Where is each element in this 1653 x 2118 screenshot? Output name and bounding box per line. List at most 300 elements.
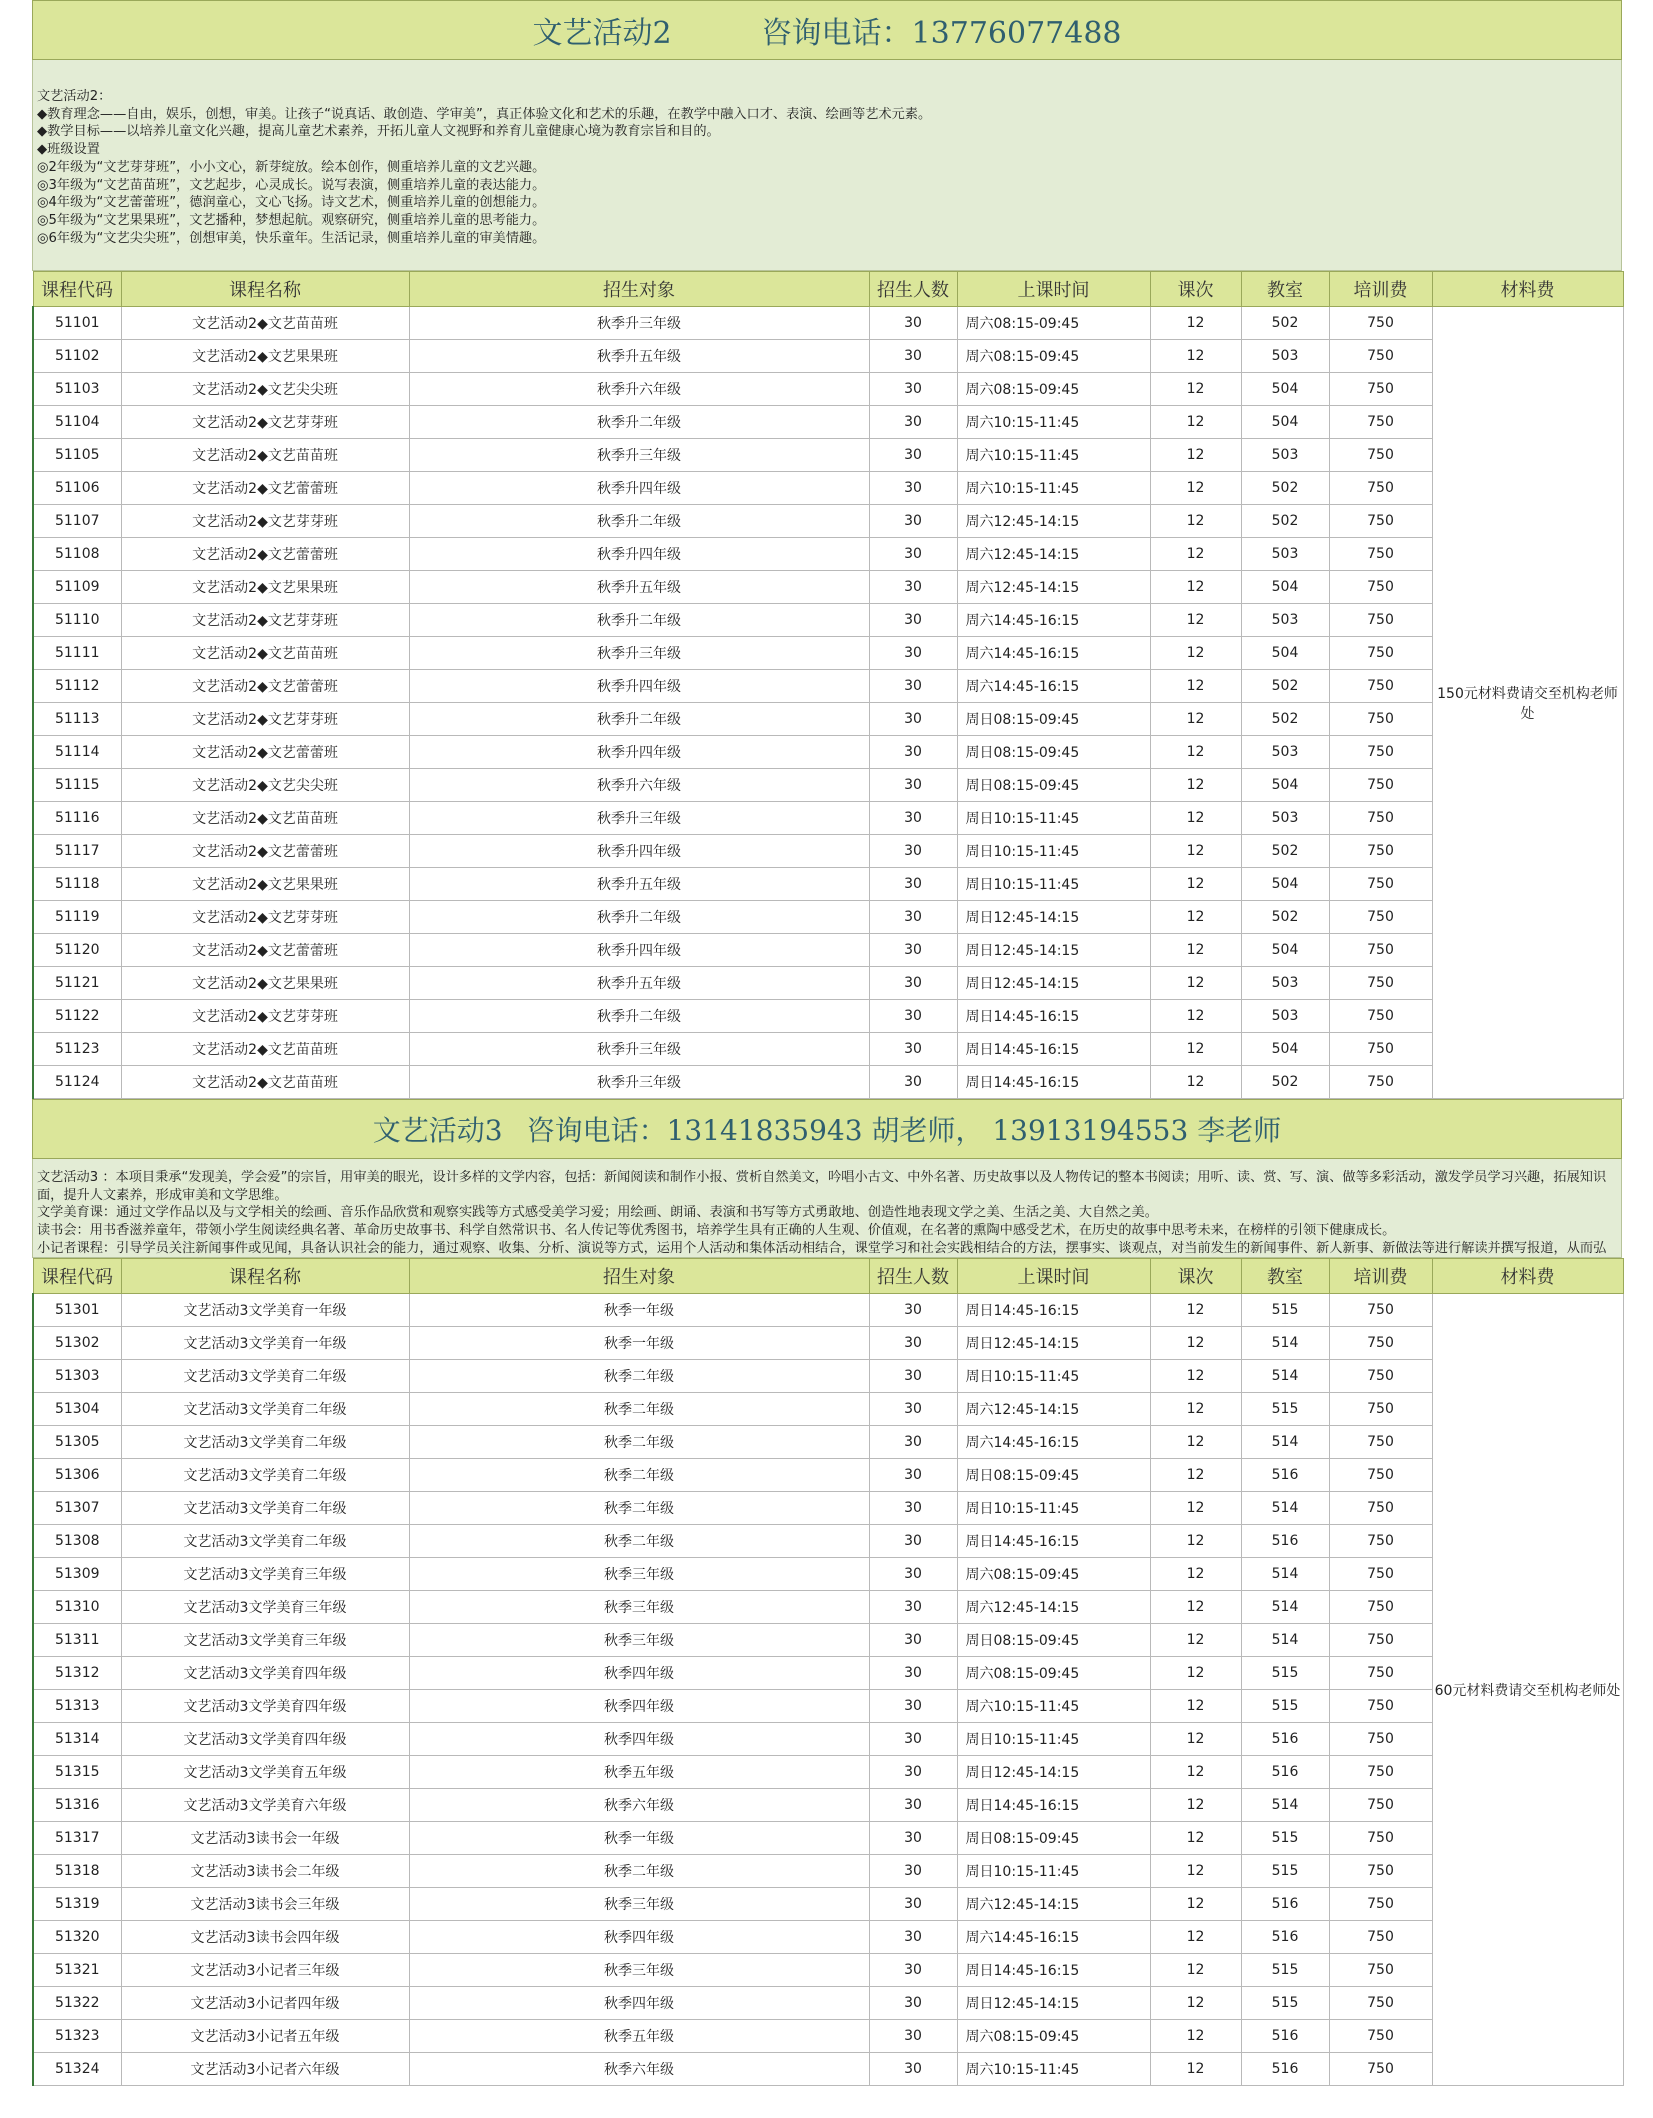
description-line: ◎6年级为“文艺尖尖班”，创想审美，快乐童年。生活记录，侧重培养儿童的审美情趣。 bbox=[37, 230, 546, 246]
description-line: 文学美育课：通过文学作品以及与文学相关的绘画、音乐作品欣赏和观察实践等方式感受美学习爱；用绘画、朗诵、表演和书写等方式勇敢地、创造性地表现文学之美、生活之美、大自然之美。 bbox=[37, 1205, 1158, 1221]
table-cell: 周六12:45-14:15 bbox=[957, 571, 1150, 604]
table-cell: 文艺活动2◆文艺果果班 bbox=[121, 340, 409, 373]
table-cell: 30 bbox=[869, 1426, 957, 1459]
table-cell: 30 bbox=[869, 1327, 957, 1360]
table-cell: 周日08:15-09:45 bbox=[957, 1624, 1150, 1657]
table-cell: 51307 bbox=[33, 1492, 121, 1525]
table-cell: 周六10:15-11:45 bbox=[957, 472, 1150, 505]
table-cell: 文艺活动3小记者六年级 bbox=[121, 2053, 409, 2086]
table-cell: 秋季升六年级 bbox=[409, 769, 869, 802]
table-cell: 515 bbox=[1241, 1855, 1329, 1888]
table-cell: 文艺活动2◆文艺苗苗班 bbox=[121, 1033, 409, 1066]
table-cell: 30 bbox=[869, 1888, 957, 1921]
table-cell: 516 bbox=[1241, 1888, 1329, 1921]
table-cell: 文艺活动3文学美育二年级 bbox=[121, 1525, 409, 1558]
table-cell: 文艺活动2◆文艺果果班 bbox=[121, 571, 409, 604]
description-line: ◎3年级为“文艺苗苗班”，文艺起步，心灵成长。说写表演，侧重培养儿童的表达能力。 bbox=[37, 177, 546, 193]
table-cell: 文艺活动3文学美育六年级 bbox=[121, 1789, 409, 1822]
table-cell: 750 bbox=[1329, 604, 1432, 637]
table-cell: 12 bbox=[1150, 1855, 1241, 1888]
table-cell: 秋季四年级 bbox=[409, 1987, 869, 2020]
table-cell: 30 bbox=[869, 637, 957, 670]
table-cell: 51301 bbox=[33, 1294, 121, 1327]
table-cell: 51322 bbox=[33, 1987, 121, 2020]
table-cell: 文艺活动3文学美育二年级 bbox=[121, 1360, 409, 1393]
table-cell: 周日12:45-14:15 bbox=[957, 901, 1150, 934]
table-row bbox=[33, 1954, 1623, 1987]
table-cell: 30 bbox=[869, 1657, 957, 1690]
table-cell: 秋季升四年级 bbox=[409, 835, 869, 868]
table-cell: 周日08:15-09:45 bbox=[957, 703, 1150, 736]
table-row bbox=[33, 571, 1623, 604]
table-cell: 12 bbox=[1150, 1921, 1241, 1954]
table-cell: 30 bbox=[869, 1690, 957, 1723]
table-cell: 12 bbox=[1150, 670, 1241, 703]
column-header: 招生对象 bbox=[409, 272, 869, 307]
table-cell: 周日10:15-11:45 bbox=[957, 1492, 1150, 1525]
table-cell: 51302 bbox=[33, 1327, 121, 1360]
table-cell: 秋季升二年级 bbox=[409, 703, 869, 736]
section-contact: 咨询电话：13776077488 bbox=[761, 16, 1122, 51]
table-row bbox=[33, 1426, 1623, 1459]
table-cell: 12 bbox=[1150, 1393, 1241, 1426]
table-cell: 503 bbox=[1241, 1000, 1329, 1033]
table-cell: 周日08:15-09:45 bbox=[957, 769, 1150, 802]
table-cell: 515 bbox=[1241, 1690, 1329, 1723]
table-cell: 周日10:15-11:45 bbox=[957, 835, 1150, 868]
table-cell: 30 bbox=[869, 1000, 957, 1033]
table-cell: 秋季升三年级 bbox=[409, 637, 869, 670]
table-cell: 秋季四年级 bbox=[409, 1657, 869, 1690]
table-cell: 51316 bbox=[33, 1789, 121, 1822]
table-cell: 514 bbox=[1241, 1492, 1329, 1525]
table-cell: 秋季二年级 bbox=[409, 1492, 869, 1525]
table-cell: 30 bbox=[869, 472, 957, 505]
table-cell: 30 bbox=[869, 604, 957, 637]
table-cell: 秋季二年级 bbox=[409, 1426, 869, 1459]
table-cell: 30 bbox=[869, 901, 957, 934]
table-row bbox=[33, 406, 1623, 439]
column-header: 招生人数 bbox=[869, 272, 957, 307]
table-cell: 秋季三年级 bbox=[409, 1888, 869, 1921]
table-cell: 12 bbox=[1150, 1066, 1241, 1099]
table-cell: 750 bbox=[1329, 1558, 1432, 1591]
table-cell: 文艺活动3文学美育二年级 bbox=[121, 1492, 409, 1525]
table-cell: 文艺活动3小记者五年级 bbox=[121, 2020, 409, 2053]
table-cell: 12 bbox=[1150, 1426, 1241, 1459]
table-cell: 秋季一年级 bbox=[409, 1822, 869, 1855]
table-cell: 秋季二年级 bbox=[409, 1360, 869, 1393]
table-cell: 周日12:45-14:15 bbox=[957, 1987, 1150, 2020]
table-cell: 514 bbox=[1241, 1558, 1329, 1591]
table-cell: 750 bbox=[1329, 1723, 1432, 1756]
table-cell: 文艺活动2◆文艺芽芽班 bbox=[121, 604, 409, 637]
table-cell: 504 bbox=[1241, 769, 1329, 802]
table-cell: 秋季升三年级 bbox=[409, 1066, 869, 1099]
section-title: 文艺活动3 bbox=[372, 1114, 503, 1147]
table-row bbox=[33, 2020, 1623, 2053]
table-cell: 750 bbox=[1329, 736, 1432, 769]
table-cell: 秋季一年级 bbox=[409, 1294, 869, 1327]
table-cell: 12 bbox=[1150, 1888, 1241, 1921]
table-cell: 12 bbox=[1150, 967, 1241, 1000]
column-header: 上课时间 bbox=[957, 272, 1150, 307]
table-cell: 文艺活动3文学美育一年级 bbox=[121, 1294, 409, 1327]
table-cell: 30 bbox=[869, 1459, 957, 1492]
table-cell: 秋季升四年级 bbox=[409, 670, 869, 703]
table-cell: 周日14:45-16:15 bbox=[957, 1000, 1150, 1033]
table-cell: 周六08:15-09:45 bbox=[957, 2020, 1150, 2053]
table-row bbox=[33, 1327, 1623, 1360]
table-cell: 51303 bbox=[33, 1360, 121, 1393]
table-cell: 秋季五年级 bbox=[409, 2020, 869, 2053]
table-cell: 515 bbox=[1241, 1987, 1329, 2020]
table-cell: 30 bbox=[869, 538, 957, 571]
table-row bbox=[33, 307, 1623, 340]
table-cell: 750 bbox=[1329, 2020, 1432, 2053]
description-line: 文艺活动2： bbox=[37, 89, 112, 104]
table-row bbox=[33, 604, 1623, 637]
table-cell: 文艺活动2◆文艺芽芽班 bbox=[121, 406, 409, 439]
column-header: 课次 bbox=[1150, 272, 1241, 307]
table-cell: 502 bbox=[1241, 703, 1329, 736]
table-cell: 51304 bbox=[33, 1393, 121, 1426]
table-cell: 12 bbox=[1150, 2053, 1241, 2086]
table-cell: 文艺活动2◆文艺芽芽班 bbox=[121, 703, 409, 736]
table-cell: 秋季二年级 bbox=[409, 1855, 869, 1888]
table-cell: 秋季六年级 bbox=[409, 1789, 869, 1822]
table-cell: 30 bbox=[869, 2020, 957, 2053]
table-cell: 750 bbox=[1329, 1855, 1432, 1888]
table-cell: 文艺活动3文学美育二年级 bbox=[121, 1393, 409, 1426]
table-cell: 750 bbox=[1329, 901, 1432, 934]
table-cell: 秋季升二年级 bbox=[409, 406, 869, 439]
table-cell: 502 bbox=[1241, 1066, 1329, 1099]
table-cell: 750 bbox=[1329, 340, 1432, 373]
table-cell: 51306 bbox=[33, 1459, 121, 1492]
table-cell: 750 bbox=[1329, 2053, 1432, 2086]
table-cell: 51104 bbox=[33, 406, 121, 439]
table-cell: 文艺活动2◆文艺芽芽班 bbox=[121, 1000, 409, 1033]
table-cell: 周日08:15-09:45 bbox=[957, 1459, 1150, 1492]
table-cell: 514 bbox=[1241, 1327, 1329, 1360]
table-cell: 文艺活动2◆文艺果果班 bbox=[121, 868, 409, 901]
table-cell: 51311 bbox=[33, 1624, 121, 1657]
table-cell: 文艺活动2◆文艺蕾蕾班 bbox=[121, 472, 409, 505]
section-title-band bbox=[32, 0, 1622, 60]
table-cell: 504 bbox=[1241, 934, 1329, 967]
table-cell: 51115 bbox=[33, 769, 121, 802]
table-cell: 文艺活动3读书会一年级 bbox=[121, 1822, 409, 1855]
table-cell: 750 bbox=[1329, 1789, 1432, 1822]
table-cell: 文艺活动2◆文艺果果班 bbox=[121, 967, 409, 1000]
table-cell: 750 bbox=[1329, 637, 1432, 670]
table-cell: 文艺活动3文学美育三年级 bbox=[121, 1624, 409, 1657]
table-cell: 12 bbox=[1150, 571, 1241, 604]
column-header: 上课时间 bbox=[957, 1259, 1150, 1294]
table-cell: 周日10:15-11:45 bbox=[957, 802, 1150, 835]
table-cell: 周六10:15-11:45 bbox=[957, 1690, 1150, 1723]
table-cell: 秋季升四年级 bbox=[409, 472, 869, 505]
column-header: 课程代码 bbox=[33, 272, 121, 307]
table-cell: 周六08:15-09:45 bbox=[957, 1558, 1150, 1591]
table-cell: 503 bbox=[1241, 736, 1329, 769]
table-cell: 51105 bbox=[33, 439, 121, 472]
table-cell: 秋季升三年级 bbox=[409, 307, 869, 340]
table-cell: 750 bbox=[1329, 538, 1432, 571]
table-cell: 750 bbox=[1329, 406, 1432, 439]
table-cell: 51110 bbox=[33, 604, 121, 637]
table-cell: 文艺活动3读书会二年级 bbox=[121, 1855, 409, 1888]
table-row bbox=[33, 439, 1623, 472]
table-cell: 750 bbox=[1329, 1954, 1432, 1987]
table-cell: 周六14:45-16:15 bbox=[957, 1921, 1150, 1954]
table-cell: 周日12:45-14:15 bbox=[957, 1756, 1150, 1789]
table-cell: 750 bbox=[1329, 1987, 1432, 2020]
table-row bbox=[33, 1987, 1623, 2020]
table-cell: 515 bbox=[1241, 1657, 1329, 1690]
table-cell: 12 bbox=[1150, 769, 1241, 802]
description-line: ◆教育理念——自由，娱乐，创想，审美。让孩子“说真话、敢创造、学审美”，真正体验文化和艺术的乐趣，在教学中融入口才、表演、绘画等艺术元素。 bbox=[37, 106, 932, 122]
table-cell: 周六14:45-16:15 bbox=[957, 637, 1150, 670]
table-cell: 515 bbox=[1241, 1294, 1329, 1327]
table-cell: 周日10:15-11:45 bbox=[957, 1360, 1150, 1393]
table-cell: 30 bbox=[869, 1066, 957, 1099]
table-cell: 秋季二年级 bbox=[409, 1525, 869, 1558]
table-cell: 30 bbox=[869, 868, 957, 901]
table-cell: 文艺活动3文学美育四年级 bbox=[121, 1657, 409, 1690]
table-cell: 30 bbox=[869, 1822, 957, 1855]
table-row bbox=[33, 1525, 1623, 1558]
table-cell: 文艺活动2◆文艺尖尖班 bbox=[121, 373, 409, 406]
table-cell: 12 bbox=[1150, 1558, 1241, 1591]
table-row bbox=[33, 373, 1623, 406]
table-cell: 12 bbox=[1150, 1327, 1241, 1360]
table-cell: 750 bbox=[1329, 571, 1432, 604]
table-cell: 750 bbox=[1329, 1426, 1432, 1459]
table-cell: 周日12:45-14:15 bbox=[957, 1327, 1150, 1360]
table-row bbox=[33, 637, 1623, 670]
table-cell: 750 bbox=[1329, 1822, 1432, 1855]
table-cell: 750 bbox=[1329, 1327, 1432, 1360]
table-row bbox=[33, 835, 1623, 868]
table-row bbox=[33, 1459, 1623, 1492]
table-cell: 秋季升三年级 bbox=[409, 439, 869, 472]
table-row bbox=[33, 703, 1623, 736]
table-cell: 12 bbox=[1150, 1624, 1241, 1657]
table-cell: 504 bbox=[1241, 1033, 1329, 1066]
table-cell: 51308 bbox=[33, 1525, 121, 1558]
table-row bbox=[33, 1558, 1623, 1591]
table-cell: 12 bbox=[1150, 703, 1241, 736]
table-cell: 30 bbox=[869, 1525, 957, 1558]
table-cell: 文艺活动2◆文艺苗苗班 bbox=[121, 307, 409, 340]
table-cell: 12 bbox=[1150, 505, 1241, 538]
table-cell: 周日14:45-16:15 bbox=[957, 1525, 1150, 1558]
table-cell: 51318 bbox=[33, 1855, 121, 1888]
table-cell: 12 bbox=[1150, 472, 1241, 505]
table-cell: 30 bbox=[869, 1492, 957, 1525]
table-cell: 51321 bbox=[33, 1954, 121, 1987]
table-cell: 750 bbox=[1329, 1066, 1432, 1099]
table-cell: 30 bbox=[869, 1987, 957, 2020]
column-header: 课程代码 bbox=[33, 1259, 121, 1294]
table-cell: 12 bbox=[1150, 340, 1241, 373]
table-cell: 51313 bbox=[33, 1690, 121, 1723]
table-cell: 文艺活动2◆文艺蕾蕾班 bbox=[121, 835, 409, 868]
table-cell: 503 bbox=[1241, 967, 1329, 1000]
table-cell: 51112 bbox=[33, 670, 121, 703]
table-cell: 文艺活动3文学美育二年级 bbox=[121, 1426, 409, 1459]
table-cell: 503 bbox=[1241, 604, 1329, 637]
table-cell: 51103 bbox=[33, 373, 121, 406]
table-cell: 文艺活动3读书会四年级 bbox=[121, 1921, 409, 1954]
table-cell: 秋季升五年级 bbox=[409, 571, 869, 604]
column-header: 培训费 bbox=[1329, 272, 1432, 307]
table-cell: 文艺活动2◆文艺蕾蕾班 bbox=[121, 736, 409, 769]
table-row bbox=[33, 901, 1623, 934]
table-cell: 文艺活动2◆文艺苗苗班 bbox=[121, 637, 409, 670]
table-cell: 文艺活动3文学美育三年级 bbox=[121, 1591, 409, 1624]
table-cell: 周六12:45-14:15 bbox=[957, 1393, 1150, 1426]
table-cell: 文艺活动2◆文艺苗苗班 bbox=[121, 439, 409, 472]
table-cell: 516 bbox=[1241, 1459, 1329, 1492]
table-row bbox=[33, 736, 1623, 769]
table-cell: 周日08:15-09:45 bbox=[957, 736, 1150, 769]
table-row bbox=[33, 1066, 1623, 1099]
table-cell: 504 bbox=[1241, 373, 1329, 406]
table-row bbox=[33, 1591, 1623, 1624]
table-cell: 秋季升三年级 bbox=[409, 802, 869, 835]
table-cell: 30 bbox=[869, 1360, 957, 1393]
table-cell: 周六08:15-09:45 bbox=[957, 373, 1150, 406]
table-cell: 51324 bbox=[33, 2053, 121, 2086]
table-cell: 12 bbox=[1150, 1723, 1241, 1756]
table-cell: 502 bbox=[1241, 505, 1329, 538]
table-cell: 51116 bbox=[33, 802, 121, 835]
table-cell: 秋季一年级 bbox=[409, 1327, 869, 1360]
table-cell: 51314 bbox=[33, 1723, 121, 1756]
table-cell: 秋季升四年级 bbox=[409, 934, 869, 967]
table-cell: 30 bbox=[869, 1591, 957, 1624]
table-cell: 502 bbox=[1241, 901, 1329, 934]
table-row bbox=[33, 1888, 1623, 1921]
table-cell: 12 bbox=[1150, 406, 1241, 439]
table-cell: 文艺活动3文学美育五年级 bbox=[121, 1756, 409, 1789]
table-cell: 12 bbox=[1150, 1000, 1241, 1033]
description-line: ◎4年级为“文艺蕾蕾班”，德润童心，文心飞扬。诗文艺术，侧重培养儿童的创想能力。 bbox=[37, 195, 546, 211]
table-row bbox=[33, 538, 1623, 571]
table-row bbox=[33, 1624, 1623, 1657]
column-header: 招生人数 bbox=[869, 1259, 957, 1294]
column-header: 材料费 bbox=[1432, 1259, 1623, 1294]
table-row bbox=[33, 769, 1623, 802]
table-cell: 12 bbox=[1150, 307, 1241, 340]
table-cell: 30 bbox=[869, 406, 957, 439]
table-cell: 秋季升二年级 bbox=[409, 901, 869, 934]
table-cell: 秋季升六年级 bbox=[409, 373, 869, 406]
table-cell: 750 bbox=[1329, 1657, 1432, 1690]
table-row bbox=[33, 802, 1623, 835]
table-cell: 30 bbox=[869, 835, 957, 868]
table-cell: 12 bbox=[1150, 1954, 1241, 1987]
table-cell: 12 bbox=[1150, 802, 1241, 835]
table-cell: 周六08:15-09:45 bbox=[957, 340, 1150, 373]
table-cell: 秋季四年级 bbox=[409, 1723, 869, 1756]
table-cell: 51118 bbox=[33, 868, 121, 901]
table-cell: 750 bbox=[1329, 967, 1432, 1000]
table-cell: 秋季五年级 bbox=[409, 1756, 869, 1789]
table-cell: 30 bbox=[869, 340, 957, 373]
table-cell: 750 bbox=[1329, 1294, 1432, 1327]
table-cell: 周六10:15-11:45 bbox=[957, 439, 1150, 472]
table-cell: 12 bbox=[1150, 604, 1241, 637]
table-cell: 514 bbox=[1241, 1360, 1329, 1393]
table-cell: 秋季升二年级 bbox=[409, 604, 869, 637]
table-cell: 12 bbox=[1150, 439, 1241, 472]
table-cell: 750 bbox=[1329, 1888, 1432, 1921]
table-row bbox=[33, 1360, 1623, 1393]
table-cell: 秋季三年级 bbox=[409, 1558, 869, 1591]
table-cell: 750 bbox=[1329, 1921, 1432, 1954]
table-row bbox=[33, 1000, 1623, 1033]
table-cell: 750 bbox=[1329, 703, 1432, 736]
table-cell: 文艺活动2◆文艺苗苗班 bbox=[121, 802, 409, 835]
table-cell: 文艺活动3文学美育四年级 bbox=[121, 1723, 409, 1756]
table-cell: 12 bbox=[1150, 637, 1241, 670]
column-header: 课次 bbox=[1150, 1259, 1241, 1294]
table-cell: 30 bbox=[869, 934, 957, 967]
table-cell: 750 bbox=[1329, 472, 1432, 505]
table-cell: 12 bbox=[1150, 1690, 1241, 1723]
description-line: ◎5年级为“文艺果果班”，文艺播种，梦想起航。观察研究，侧重培养儿童的思考能力。 bbox=[37, 212, 546, 228]
table-row bbox=[33, 1393, 1623, 1426]
table-cell: 秋季升四年级 bbox=[409, 736, 869, 769]
table-cell: 周六12:45-14:15 bbox=[957, 1591, 1150, 1624]
table-cell: 文艺活动2◆文艺芽芽班 bbox=[121, 901, 409, 934]
table-cell: 周日14:45-16:15 bbox=[957, 1789, 1150, 1822]
table-cell: 51309 bbox=[33, 1558, 121, 1591]
table-cell: 51108 bbox=[33, 538, 121, 571]
table-cell: 周六14:45-16:15 bbox=[957, 670, 1150, 703]
table-cell: 503 bbox=[1241, 340, 1329, 373]
table-row bbox=[33, 1033, 1623, 1066]
description-line: ◆班级设置 bbox=[37, 142, 100, 158]
table-cell: 30 bbox=[869, 2053, 957, 2086]
column-header: 招生对象 bbox=[409, 1259, 869, 1294]
table-cell: 12 bbox=[1150, 1459, 1241, 1492]
table-cell: 周六14:45-16:15 bbox=[957, 604, 1150, 637]
table-cell: 秋季升四年级 bbox=[409, 538, 869, 571]
table-row bbox=[33, 1657, 1623, 1690]
table-cell: 文艺活动3小记者三年级 bbox=[121, 1954, 409, 1987]
section-title-band bbox=[32, 1099, 1622, 1159]
table-row bbox=[33, 1789, 1623, 1822]
table-row bbox=[33, 1921, 1623, 1954]
column-header: 培训费 bbox=[1329, 1259, 1432, 1294]
table-cell: 514 bbox=[1241, 1426, 1329, 1459]
table-cell: 30 bbox=[869, 307, 957, 340]
column-header: 课程名称 bbox=[121, 1259, 409, 1294]
table-cell: 12 bbox=[1150, 736, 1241, 769]
table-cell: 秋季升二年级 bbox=[409, 505, 869, 538]
table-cell: 周日12:45-14:15 bbox=[957, 934, 1150, 967]
description-line: ◆教学目标——以培养儿童文化兴趣，提高儿童艺术素养，开拓儿童人文视野和养育儿童健康心境为教育宗旨和目的。 bbox=[37, 124, 720, 140]
description-line: 文艺活动3 ：本项目秉承“发现美，学会爱”的宗旨，用审美的眼光，设计多样的文学内容，包括：新闻阅读和制作小报、赏析自然美文，吟唱小古文、中外名著、历史故事以及人物传记的整本书阅读；用听、读、赏、写、演、做等多彩活动，激发学员学习兴趣，拓展知识面，提升人文素养，形成审美和文学思维。 bbox=[37, 1170, 1607, 1203]
table-cell: 750 bbox=[1329, 307, 1432, 340]
table-cell: 12 bbox=[1150, 868, 1241, 901]
table-cell: 周日12:45-14:15 bbox=[957, 967, 1150, 1000]
